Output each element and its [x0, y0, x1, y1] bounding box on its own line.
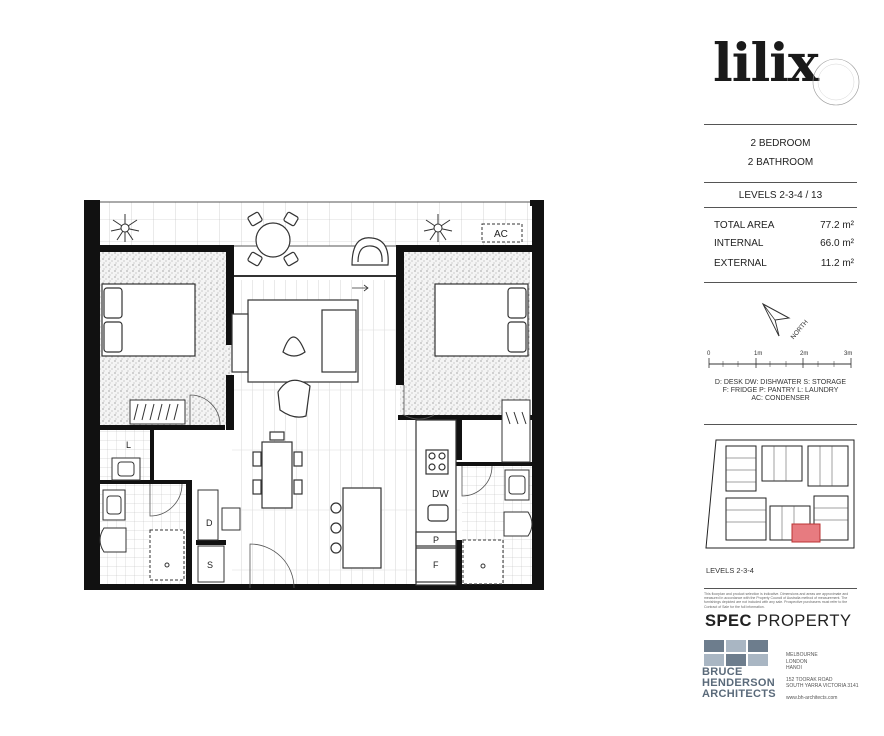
bh-logo-mark: [704, 640, 770, 666]
bh-city: HANOI: [786, 665, 802, 671]
divider: [704, 124, 857, 125]
scale-tick-label: 0: [707, 351, 711, 357]
area-row-total: [714, 220, 854, 231]
bh-line: ARCHITECTS: [702, 688, 776, 700]
divider: [704, 282, 857, 283]
spec-property-logo: [705, 612, 852, 631]
divider: [704, 588, 857, 589]
sofa: [232, 300, 358, 382]
levels-label: LEVELS 2-3-4 / 13: [738, 190, 823, 201]
armchair: [278, 380, 310, 417]
laundry-label: L: [126, 440, 132, 450]
disclaimer: This floorplan and product selection is indicative. Dimensions and areas are approximate and measured in accordance with the Property Council of Australia method of measurement. The furnishings depicted are not included with any sale. Prospective purchasers must refer to the Contract of Sale for the full information.: [704, 592, 849, 609]
bh-website: www.bh-architects.com: [786, 694, 838, 701]
divider: [704, 182, 857, 183]
keyplan-caption: LEVELS 2-3-4: [706, 566, 754, 575]
divider: [704, 424, 857, 425]
scale-tick-label: 1m: [754, 351, 763, 357]
f-label: F: [433, 560, 439, 570]
dw-label: DW: [432, 489, 449, 500]
bh-city: LONDON: [786, 658, 808, 665]
scale-tick-label: 3m: [844, 351, 853, 357]
divider: [704, 207, 857, 208]
info-panel: [700, 0, 884, 736]
bh-city: MELBOURNE: [786, 652, 818, 658]
area-row-external: [714, 258, 854, 269]
key-plan: [704, 436, 858, 554]
north-arrow-icon: [755, 296, 815, 346]
p-label: P: [433, 535, 440, 545]
scale-bar: [706, 346, 858, 376]
area-label: EXTERNAL: [714, 258, 767, 269]
spec-bold: SPEC: [705, 612, 752, 630]
laundry: [112, 458, 140, 480]
bedroom-count: 2 BEDROOM: [750, 138, 811, 149]
storage-label: S: [207, 560, 214, 570]
scale-tick-label: 2m: [800, 351, 809, 357]
lilix-logo: lilix: [713, 33, 819, 94]
area-value: 11.2 m²: [820, 258, 854, 269]
area-row-internal: [714, 238, 854, 249]
bh-line: HENDERSON: [702, 677, 775, 689]
area-value: 77.2 m²: [820, 220, 854, 231]
bed-1: [102, 284, 195, 356]
wardrobe-1: [130, 400, 185, 424]
legend-line: D: DESK DW: DISHWATER S: STORAGE: [714, 379, 847, 386]
bh-name: [702, 667, 776, 700]
ac-label: AC: [494, 229, 508, 240]
bh-address-line: SOUTH YARRA VICTORIA 3141: [786, 683, 859, 689]
wardrobe-2: [502, 400, 530, 462]
bathroom-count: 2 BATHROOM: [747, 157, 814, 168]
desk-label: D: [206, 518, 213, 528]
area-value: 66.0 m²: [820, 238, 854, 249]
key-plan-unit-highlight: [792, 524, 820, 542]
bed-2: [435, 284, 528, 356]
bh-address: [786, 652, 859, 701]
area-label: TOTAL AREA: [714, 220, 775, 231]
spec-rest: PROPERTY: [751, 612, 852, 630]
north-label: NORTH: [789, 318, 810, 341]
bh-address-line: 152 TOORAK ROAD: [786, 676, 833, 683]
legend-line: AC: CONDENSER: [751, 395, 810, 402]
bh-line: BRUCE: [702, 666, 743, 678]
legend-line: F: FRIDGE P: PANTRY L: LAUNDRY: [722, 387, 839, 394]
seal-ring: [808, 54, 864, 110]
area-label: INTERNAL: [714, 238, 764, 249]
